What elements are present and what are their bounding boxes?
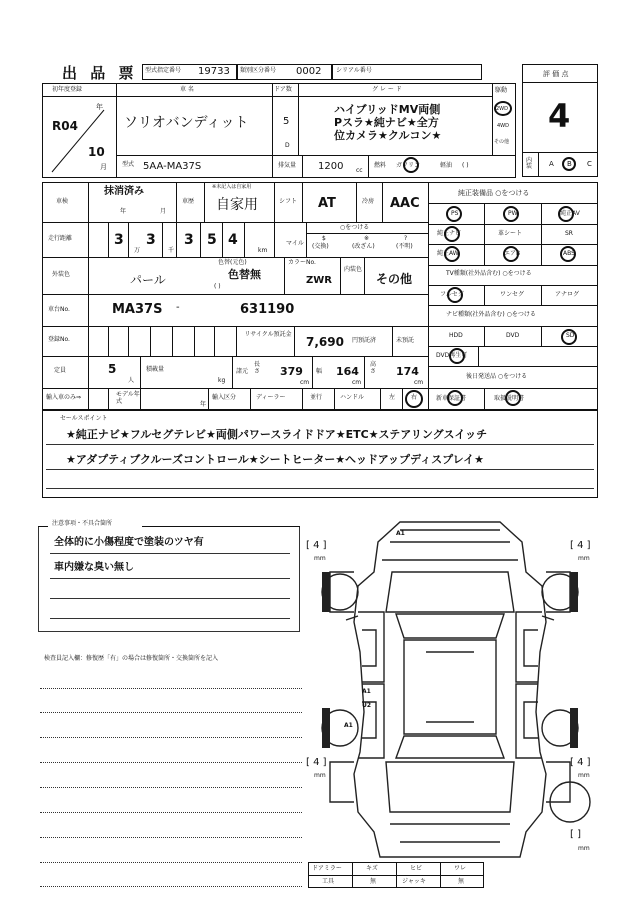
fuel-gasoline-circle [403,157,419,173]
chassis-number: 631190 [240,302,295,317]
usage-note: ※未記入は自家用 [212,184,252,190]
dvd-play: DVD再生可 [436,352,468,359]
mileage-digit-4: 5 [207,232,217,248]
interior-opt-a: A [549,160,554,168]
meter-opt-exchange: (交換) [312,243,329,250]
class-number: 0002 [296,66,322,77]
recycle-value: 7,690 [306,335,344,349]
class-label: 類別区分番号 [240,67,277,74]
month-unit: 月 [100,163,107,171]
tool-value: 無 [370,878,377,885]
inspection-label: 車検 [56,198,69,205]
mileage-digit-1: 3 [114,232,124,248]
navi-sd-circle [561,329,577,345]
first-reg-era: R04 [52,119,78,133]
tread-unit-spare: mm [578,845,590,852]
damage-mark-left-1: A1 [362,688,371,695]
capacity-value: 5 [108,362,117,376]
car-name-label: 車 名 [180,86,194,93]
grade-line-1: ハイブリッドMV両側 [334,103,441,116]
interior-opt-b: B [567,160,572,168]
load-unit: kg [218,377,226,384]
inspection-month: 月 [160,208,167,215]
capacity-label: 定員 [54,367,67,374]
diesel-paren: ( ) [462,162,469,169]
length-unit: cm [300,379,310,386]
mileage-sen-unit: 千 [168,247,175,254]
meter-opt-unknown-sym: ? [404,235,408,242]
car-name: ソリオバンディット [124,115,249,131]
jack-value: 無 [458,878,465,885]
chassis-model: MA37S [112,302,163,317]
shift-label: シフト [279,198,298,205]
tv-analog: アナログ [555,291,580,298]
equip-pw-circle [503,206,519,222]
equip-sr: SR [565,230,573,237]
year-unit: 年 [96,103,103,111]
missing-crack: ヒビ [410,865,423,872]
equip-pw: PW [508,210,518,217]
inspection-year: 年 [120,208,127,215]
meter-opt-tamper-sym: ※ [364,235,370,242]
load-label: 積載量 [146,366,165,373]
model-cert-label: 型式指定番号 [145,67,182,74]
interior-label: 内装 [526,157,533,170]
interior-opt-c: C [587,160,592,168]
tread-spare: [ ] [570,829,581,840]
mileage-digit-5: 4 [228,232,238,248]
tv-fullseg: フルセグ [440,291,464,298]
ac-value: AAC [390,196,420,211]
model-cert-number: 19733 [198,66,230,77]
tread-rear-left: [ 4 ] [306,757,327,768]
repaint-label: 色替(元色) [218,259,247,266]
navi-title: ナビ種類(社外品含む) ○をつける [446,311,536,318]
d-mark: D [285,142,290,149]
rating-label: 評 価 点 [543,70,569,78]
tread-unit-fr: mm [578,555,590,562]
chassis-label: 車台No. [48,306,70,313]
color-value: パール [130,273,166,287]
tread-front-left: [ 4 ] [306,540,327,551]
drive-4wd: 4WD [497,123,509,129]
sales-line-1: ★純正ナビ★フルセグテレビ★両側パワースライドドア★ETC★ステアリングスイッチ [66,428,488,441]
usage-value: 自家用 [216,197,258,213]
import-parallel: 並行 [310,394,323,401]
handle-right: 右 [411,394,418,401]
damage-mark-left-2: U2 [362,702,372,709]
fuel-label: 燃料 [374,162,387,169]
equip-aw: 純正AW [437,250,459,257]
later-manual-circle [505,390,521,406]
handle-left: 左 [389,394,396,401]
meter-circle-label: ○をつける [340,224,370,231]
later-warranty: 新車保証書 [436,395,467,402]
tv-oneseg: ワンセグ [500,291,525,298]
tread-front-right: [ 4 ] [570,540,591,551]
import-dealer: ディーラー [256,394,286,401]
sales-line-2: ★アダプティブクルーズコントロール★シートヒーター★ヘッドアップディスプレイ★ [66,453,484,466]
equip-abs: ABS [563,250,575,257]
model-year-unit: 年 [200,401,207,408]
handle-label: ハンドル [340,394,365,401]
equip-leather: 革シート [498,230,523,237]
interior-color-label: 内装色 [344,266,363,273]
notes-label: 注意事項・不具合箇所 [52,520,113,527]
repaint-value: 色替無 [228,268,261,281]
color-no-label: カラーNo. [288,259,316,266]
tv-fullseg-circle [447,287,463,303]
drive-2wd-circle [494,101,512,116]
missing-mirror: ドアミラー [312,865,342,872]
mile-label: マイル [286,240,304,247]
first-reg-month: 10 [88,145,105,159]
drive-2wd: 2WD [496,106,508,112]
serial-label: シリアル番号 [336,67,372,74]
equip-ps-circle [446,206,462,222]
color-no-value: ZWR [306,275,332,286]
equip-navi: 純正ナビ [437,230,462,237]
capacity-unit: 人 [128,377,135,384]
chassis-dash: - [176,302,180,313]
length-value: 379 [280,365,303,378]
dvd-play-circle [449,348,465,364]
usage-label: 車歴 [182,198,195,205]
height-unit: cm [414,379,424,386]
import-label: 輸入車のみ⇒ [46,394,82,401]
regno-label: 登録No. [48,336,70,343]
displacement-value: 1200 [318,161,344,172]
notes-line-2: 車内嫌な臭い無し [54,562,134,573]
inspection-value: 抹消済み [104,186,144,197]
drive-other: その他 [494,139,510,145]
missing-break: ワレ [454,865,467,872]
recycle-label: リサイクル預託金 [244,331,292,338]
repaint-paren: ( ) [214,283,221,290]
damage-mark-front: A1 [396,530,405,537]
meter-opt-unknown: (不明) [396,243,413,250]
grade-line-3: 位カメラ★クルコン★ [334,129,442,142]
doors-label: ドア数 [274,86,292,93]
mileage-digit-3: 3 [184,232,194,248]
drive-label: 駆動 [495,87,508,94]
ac-label: 冷房 [362,198,375,205]
height-value: 174 [396,365,419,378]
mileage-digit-2: 3 [146,232,156,248]
displacement-unit: cc [356,167,363,174]
tool-label: 工具 [322,878,335,885]
missing-scratch: キズ [366,865,378,872]
later-manual: 取扱説明書 [494,395,525,402]
equip-navi-circle [444,226,460,242]
doors-value: 5 [283,116,290,127]
first-reg-label: 初年度登録 [52,86,83,93]
meter-opt-tamper: (改ざん) [352,243,375,250]
rating-score: 4 [548,97,571,135]
equip-title: 純正装備品 ○をつける [458,189,530,197]
dims-label: 諸元 [236,368,249,375]
inspector-label: 検査員記入欄：修復歴「有」の場合は修復箇所・交換箇所を記入 [44,655,219,662]
handle-right-circle [405,390,423,408]
mileage-man-unit: 万 [134,247,141,254]
grade-line-2: Pスラ★純ナビ★全方 [334,116,439,129]
tread-unit-rr: mm [578,772,590,779]
color-label: 外装色 [52,271,71,278]
displacement-label: 排気量 [278,162,297,169]
width-value: 164 [336,365,359,378]
length-label: 長さ [254,361,261,375]
later-warranty-circle [447,390,463,406]
grade-label: グ レ ー ド [372,86,402,93]
equip-av-circle [558,206,574,222]
navi-dvd: DVD [506,332,520,339]
mileage-label: 走行距離 [48,235,73,242]
model-year-label: モデル年式 [116,391,140,406]
later-title: 後日発送品 ○をつける [466,373,528,380]
navi-hdd: HDD [449,332,463,339]
diesel-label: 軽油 [440,162,453,169]
type-value: 5AA-MA37S [143,161,202,172]
jack-label: ジャッキ [402,878,426,885]
fuel-value: ガソリン [396,162,421,169]
tread-rear-right: [ 4 ] [570,757,591,768]
height-label: 高さ [370,361,377,375]
equip-aw-circle [444,246,460,262]
tread-unit-rl: mm [314,772,326,779]
damage-mark-wheel: A1 [344,722,353,729]
recycle-unit: 円預託済 [352,337,377,344]
navi-sd: SD [566,332,575,339]
width-label: 幅 [316,368,323,375]
equip-ps: PS [451,210,459,217]
notes-line-1: 全体的に小傷程度で塗装のツヤ有 [54,537,204,548]
equip-av: 純正AV [560,210,580,217]
width-unit: cm [352,379,362,386]
equip-airbag: エアB [504,250,521,257]
type-label: 型式 [122,161,135,168]
import-class-label: 輸入区分 [212,394,237,401]
equip-airbag-circle [503,246,519,262]
interior-b-circle [562,157,576,171]
tv-title: TV種類(社外品含む) ○をつける [446,270,532,277]
car-diagram [300,512,600,872]
equip-abs-circle [560,246,576,262]
interior-color-value: その他 [376,272,413,286]
mileage-km-unit: km [258,247,268,254]
meter-opt-exchange-sym: $ [322,235,326,242]
shift-value: AT [318,196,336,211]
recycle-status: 未預託 [396,337,415,344]
tread-unit-fl: mm [314,555,326,562]
sheet-title: 出 品 票 [62,64,138,82]
sales-label: セールスポイント [60,415,108,422]
